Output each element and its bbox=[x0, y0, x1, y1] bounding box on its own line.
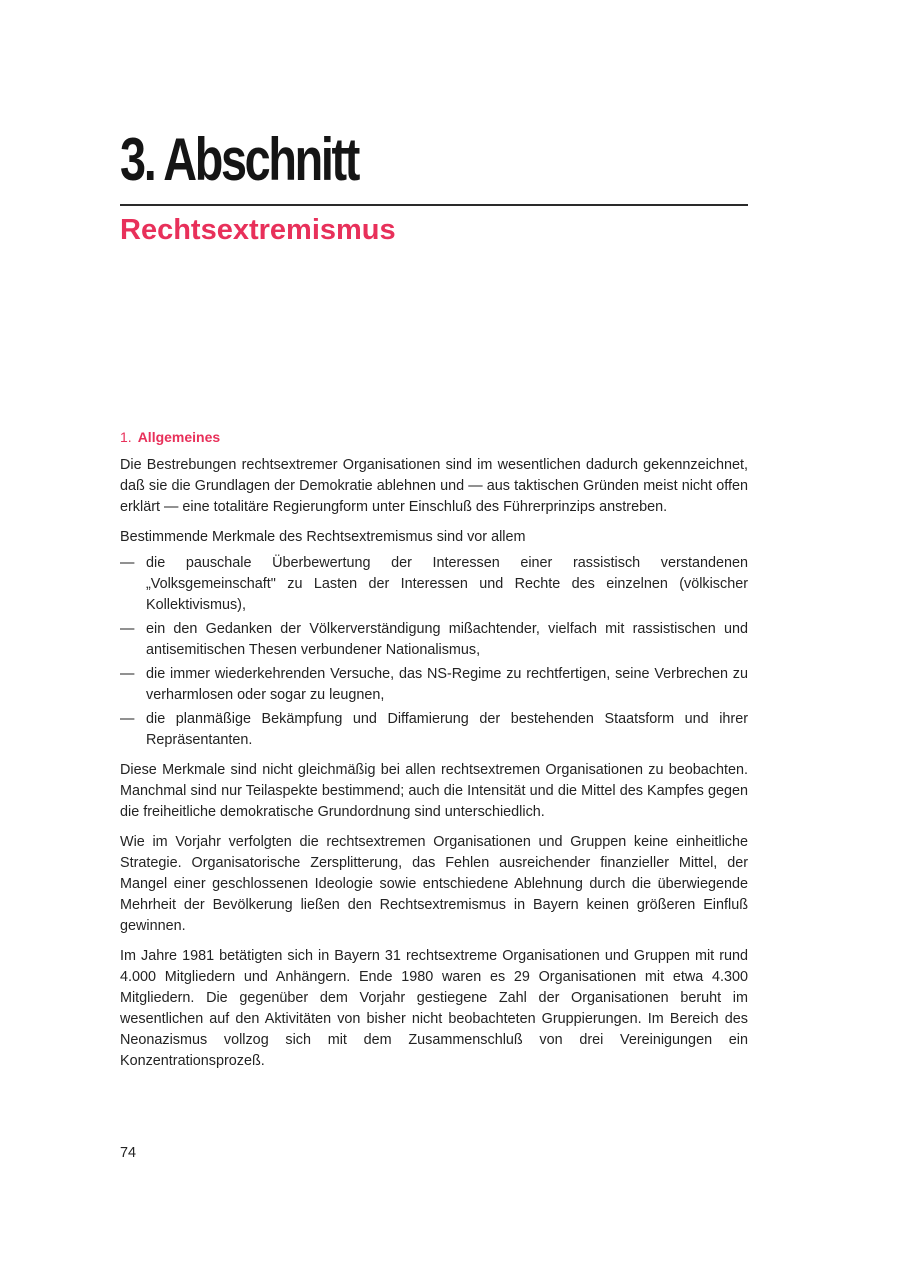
list-item bbox=[120, 619, 748, 661]
dash-bullet: — bbox=[120, 666, 135, 682]
chapter-title: 3. Abschnitt bbox=[120, 126, 359, 193]
title-divider bbox=[120, 204, 748, 206]
chapter-subtitle: Rechtsextremismus bbox=[120, 214, 396, 246]
list-item bbox=[120, 664, 748, 706]
list-item-text: ein den Gedanken der Völkerverständigung mißachtender, vielfach mit rassistischen und antisemitischen Thesen verbundener Nationalismus, bbox=[146, 621, 748, 658]
page-number: 74 bbox=[120, 1145, 137, 1161]
features-list bbox=[120, 553, 748, 751]
paragraph-intro: Die Bestrebungen rechtsextremer Organisationen sind im wesentlichen dadurch gekennzeichnet, daß sie die Grundlagen der Demokratie ablehnen und — aus taktischen Gründen meist nicht offen erklärt — eine totalitäre Regierungform unter Einschluß des Führerprinzips anstreben. bbox=[120, 457, 748, 515]
list-item-text: die planmäßige Bekämpfung und Diffamierung der bestehenden Staatsform und ihrer Repräsentanten. bbox=[146, 711, 748, 748]
dash-bullet: — bbox=[120, 555, 135, 571]
paragraph-statistics: Im Jahre 1981 betätigten sich in Bayern 31 rechtsextreme Organisationen und Gruppen mit rund 4.000 Mitgliedern und Anhängern. Ende 1980 waren es 29 Organisationen mit etwa 4.300 Mitgliedern. Die gegenüber dem Vorjahr gestiegene Zahl der Organisationen beruht im wesentlichen auf den Aktivitäten von bisher nicht beobachteten Gruppierungen. Im Bereich des Neonazismus vollzog sich mit dem Zusammenschluß von drei Vereinigungen ein Konzentrationsprozeß. bbox=[120, 948, 748, 1069]
section-number: 1. bbox=[120, 429, 132, 445]
paragraph-observation: Diese Merkmale sind nicht gleichmäßig bei allen rechtsextremen Organisationen zu beobachten. Manchmal sind nur Teilaspekte bestimmend; auch die Intensität und die Mittel des Kampfes gegen die freiheitliche demokratische Grundordnung sind unterschiedlich. bbox=[120, 762, 748, 820]
paragraph-strategy: Wie im Vorjahr verfolgten die rechtsextremen Organisationen und Gruppen keine einheitliche Strategie. Organisatorische Zersplitterung, das Fehlen ausreichender finanzieller Mittel, der Mangel einer geschlossenen Ideologie sowie entschiedene Ablehnung durch die überwiegende Mehrheit der Bevölkerung ließen den Rechtsextremismus in Bayern keinen größeren Einfluß gewinnen. bbox=[120, 834, 748, 934]
dash-bullet: — bbox=[120, 711, 135, 727]
list-item-text: die immer wiederkehrenden Versuche, das NS-Regime zu rechtfertigen, seine Verbrechen zu verharmlosen oder sogar zu leugnen, bbox=[146, 666, 748, 703]
dash-bullet: — bbox=[120, 621, 135, 637]
list-item-text: die pauschale Überbewertung der Interessen einer rassistisch verstandenen „Volksgemeinschaft" zu Lasten der Interessen und Rechte des einzelnen (völkischer Kollektivismus), bbox=[146, 555, 748, 613]
section-heading bbox=[120, 427, 220, 447]
paragraph-features-lead: Bestimmende Merkmale des Rechtsextremismus sind vor allem bbox=[120, 529, 526, 545]
list-item bbox=[120, 709, 748, 751]
list-item bbox=[120, 553, 748, 616]
body-text bbox=[120, 455, 748, 1081]
section-heading-text: Allgemeines bbox=[137, 429, 221, 445]
